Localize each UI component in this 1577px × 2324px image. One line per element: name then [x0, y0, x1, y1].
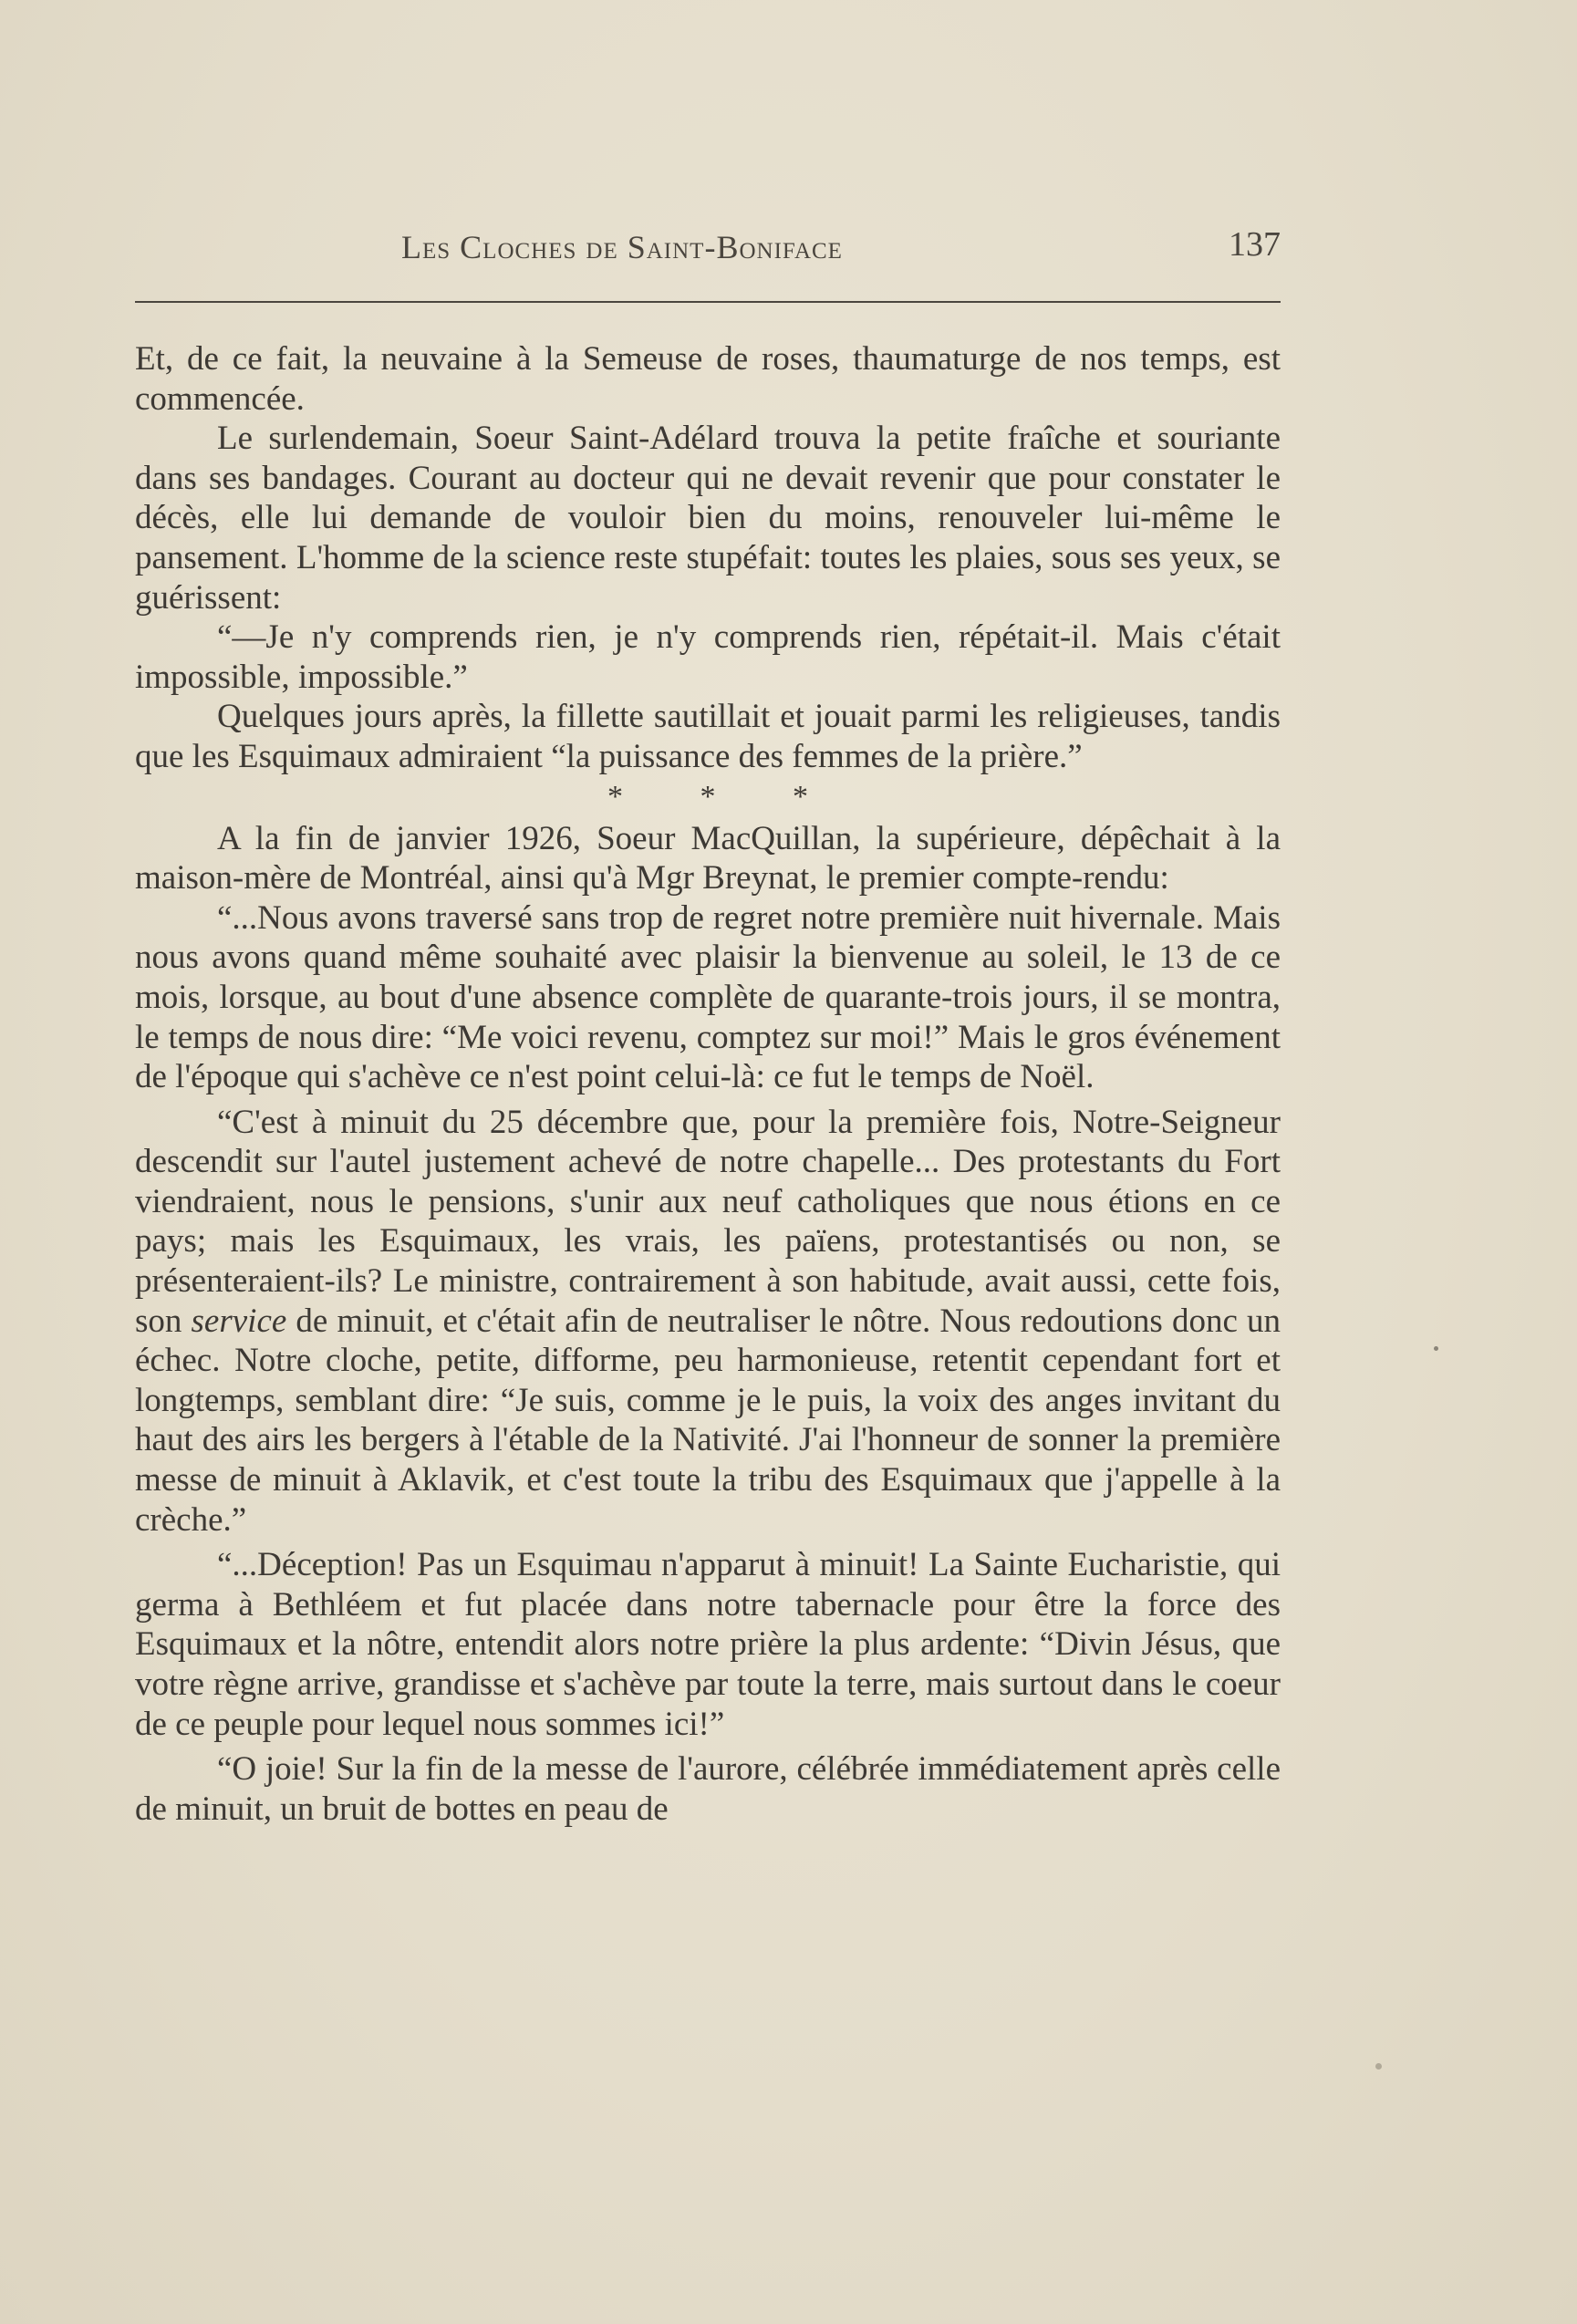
paper-speck	[1434, 1346, 1438, 1351]
paragraph-6: “...Nous avons traversé sans trop de regret notre première nuit hivernale. Mais nous avons quand même souhaité avec plaisir la bienvenue au soleil, le 13 de ce mois, lorsque, au bout d'une absence complète de quarante-trois jours, il se montra, le temps de nous dire: “Me voici revenu, comptez sur moi!” Mais le gros événement de l'époque qui s'achève ce n'est point celui-là: ce fut le temps de Noël.	[135, 898, 1281, 1096]
paragraph-9: “O joie! Sur la fin de la messe de l'aurore, célébrée immédiatement après celle de minuit, un bruit de bottes en peau de	[135, 1750, 1281, 1828]
paper-speck	[1375, 2063, 1382, 2070]
body-text	[135, 339, 1281, 1829]
page-header	[135, 221, 1281, 275]
paragraph-7-italic: service	[191, 1302, 287, 1340]
paragraph-4: Quelques jours après, la fillette sautillait et jouait parmi les religieuses, tandis que les Esquimaux admiraient “la puissance des femmes de la prière.”	[135, 698, 1281, 775]
running-title: Les Cloches de Saint-Boniface	[401, 229, 843, 265]
paragraph-8: “...Déception! Pas un Esquimau n'apparut à minuit! La Sainte Eucharistie, qui germa à Bethléem et fut placée dans notre tabernacle pour être la force des Esquimaux et la nôtre, entendit alors notre prière la plus ardente: “Divin Jésus, que votre règne arrive, grandisse et s'achève par toute la terre, mais surtout dans le coeur de ce peuple pour lequel nous sommes ici!”	[135, 1546, 1281, 1743]
paragraph-5: A la fin de janvier 1926, Soeur MacQuillan, la supérieure, dépêchait à la maison-mère de Montréal, ainsi qu'à Mgr Breynat, le premier compte-rendu:	[135, 819, 1281, 897]
paragraph-7-part-1: “C'est à minuit du 25 décembre que, pour la première fois, Notre-Seigneur descendit sur l'autel justement achevé de notre chapelle... Des protestants du Fort viendraient, nous le pensions, s'unir aux neuf catholiques que nous étions en ce pays; mais les Esquimaux, les vrais, les païens, protestantisés ou non, se présenteraient-ils? Le ministre, contrairement à son habitude, avait aussi, cette fois, son	[135, 1103, 1281, 1340]
paragraph-7-part-2: de minuit, et c'était afin de neutraliser le nôtre. Nous redoutions donc un échec. Notre cloche, petite, difforme, peu harmonieuse, retentit cependant fort et longtemps, semblant dire: “Je suis, comme je le puis, la voix des anges invitant du haut des airs les bergers à l'étable de la Nativité. J'ai l'honneur de sonner la première messe de minuit à Aklavik, et c'est toute la tribu des Esquimaux que j'appelle à la crèche.”	[135, 1302, 1281, 1539]
paragraph-3: “—Je n'y comprends rien, je n'y comprends rien, répétait-il. Mais c'était impossible, impossible.”	[135, 618, 1281, 696]
header-rule	[135, 301, 1281, 303]
paragraph-1: Et, de ce fait, la neuvaine à la Semeuse de roses, thaumaturge de nos temps, est commencée.	[135, 340, 1281, 418]
page-number: 137	[1229, 225, 1281, 264]
section-separator: * * *	[607, 779, 843, 814]
paragraph-2: Le surlendemain, Soeur Saint-Adélard trouva la petite fraîche et souriante dans ses bandages. Courant au docteur qui ne devait revenir que pour constater le décès, elle lui demande de vouloir bien du moins, renouveler lui-même le pansement. L'homme de la science reste stupéfait: toutes les plaies, sous ses yeux, se guérissent:	[135, 420, 1281, 617]
paragraph-7	[135, 1103, 1281, 1541]
